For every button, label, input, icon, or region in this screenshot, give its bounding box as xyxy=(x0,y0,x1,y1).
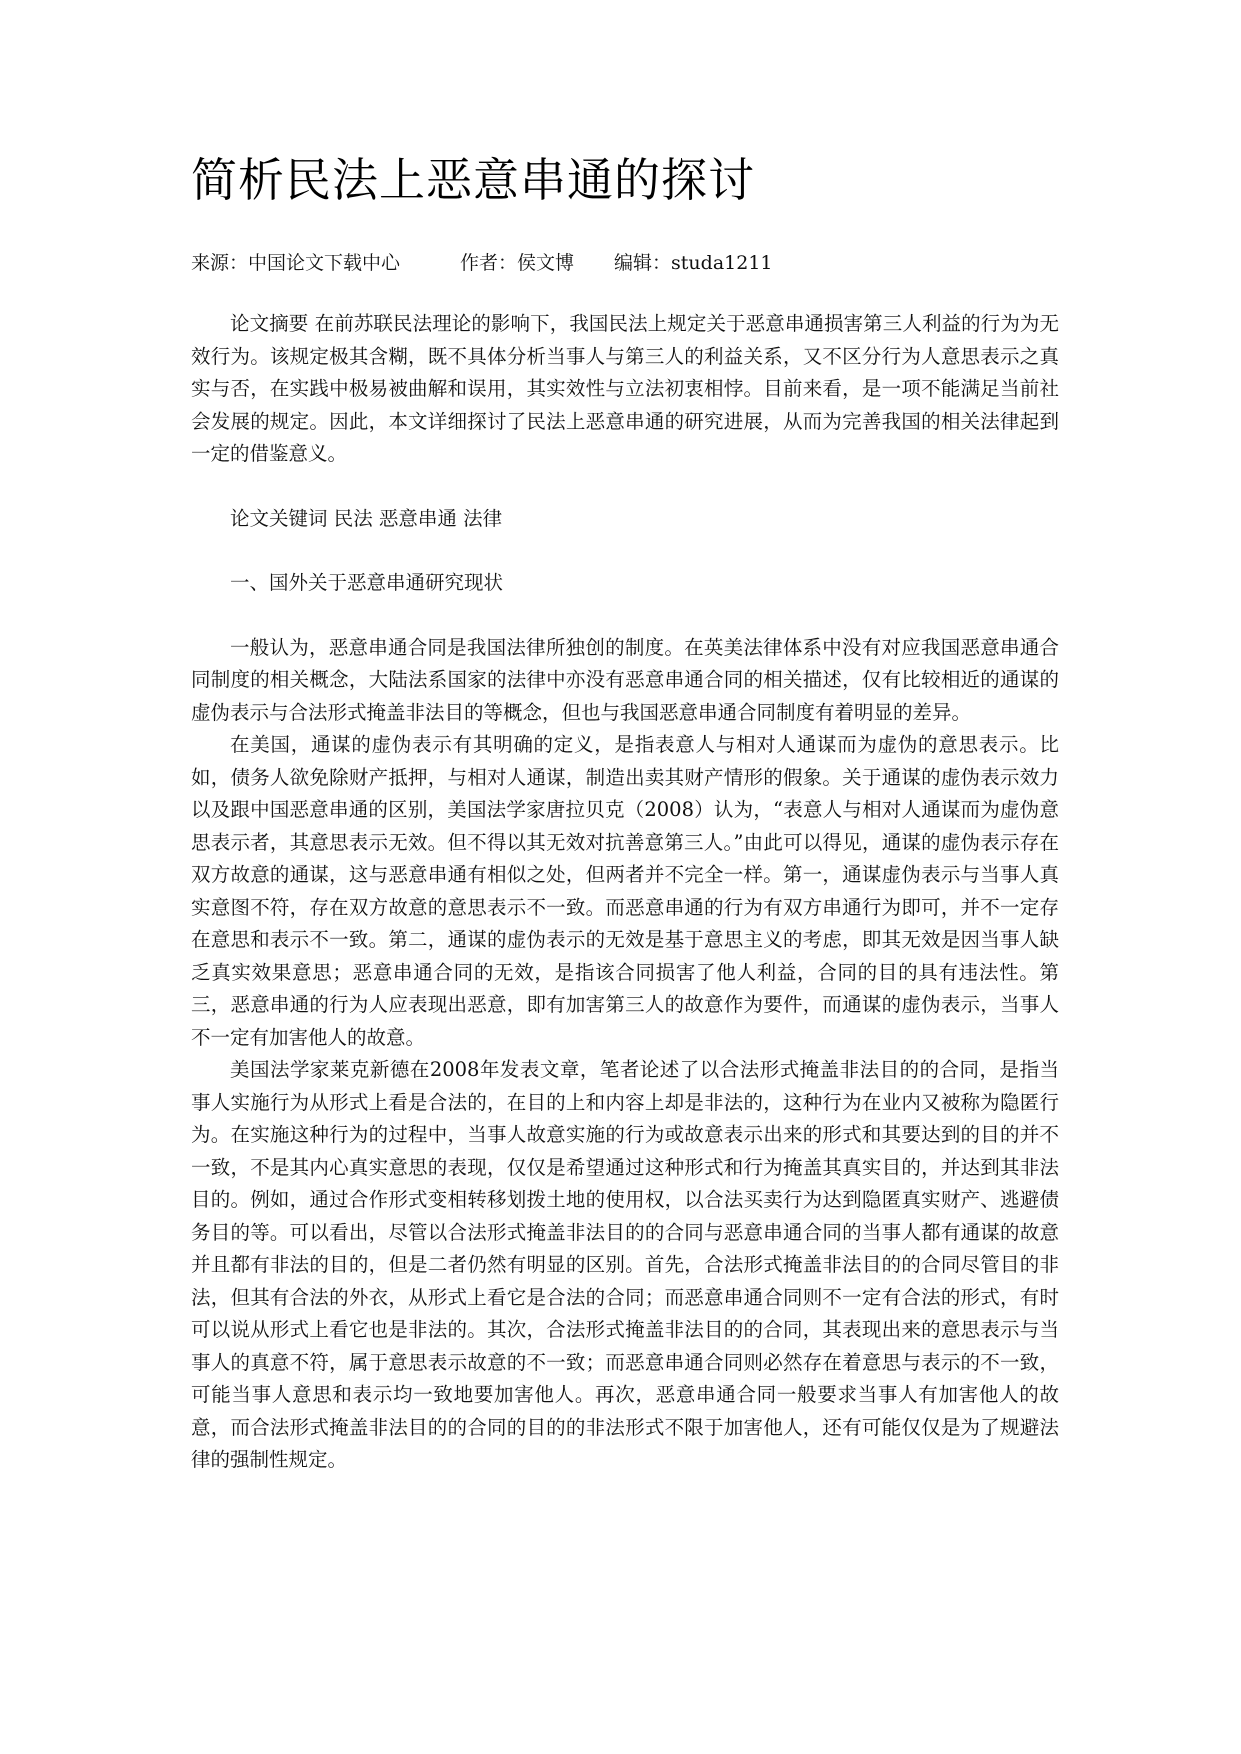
body-paragraph-3: 美国法学家莱克新德在2008年发表文章，笔者论述了以合法形式掩盖非法目的的合同，是指当事人实施行为从形式上看是合法的，在目的上和内容上却是非法的，这种行为在业内又被称为隐匿行为。在实施这种行为的过程中，当事人故意实施的行为或故意表示出来的形式和其要达到的目的并不一致，不是其内心真实意思的表现，仅仅是希望通过这种形式和行为掩盖其真实目的，并达到其非法目的。例如，通过合作形式变相转移划拨土地的使用权，以合法买卖行为达到隐匿真实财产、逃避债务目的等。可以看出，尽管以合法形式掩盖非法目的的合同与恶意串通合同的当事人都有通谋的故意并且都有非法的目的，但是二者仍然有明显的区别。首先，合法形式掩盖非法目的的合同尽管目的非法，但其有合法的外衣，从形式上看它是合法的合同；而恶意串通合同则不一定有合法的形式，有时可以说从形式上看它也是非法的。其次，合法形式掩盖非法目的的合同，其表现出来的意思表示与当事人的真意不符，属于意思表示故意的不一致；而恶意串通合同则必然存在着意思与表示的不一致，可能当事人意思和表示均一致地要加害他人。再次，恶意串通合同一般要求当事人有加害他人的故意，而合法形式掩盖非法目的的合同的目的的非法形式不限于加害他人，还有可能仅仅是为了规避法律的强制性规定。 xyxy=(191,1058,1059,1471)
editor-label: 编辑：studa1211 xyxy=(614,252,773,274)
section-heading: 一、国外关于恶意串通研究现状 xyxy=(230,571,504,594)
body-paragraph-2: 在美国，通谋的虚伪表示有其明确的定义，是指表意人与相对人通谋而为虚伪的意思表示。比如，债务人欲免除财产抵押，与相对人通谋，制造出卖其财产情形的假象。关于通谋的虚伪表示效力以及跟中国恶意串通的区别，美国法学家唐拉贝克（2008）认为，“表意人与相对人通谋而为虚伪意思表示者，其意思表示无效。但不得以其无效对抗善意第三人。”由此可以得见，通谋的虚伪表示存在双方故意的通谋，这与恶意串通有相似之处，但两者并不完全一样。第一，通谋虚伪表示与当事人真实意图不符，存在双方故意的意思表示不一致。而恶意串通的行为有双方串通行为即可，并不一定存在意思和表示不一致。第二，通谋的虚伪表示的无效是基于意思主义的考虑，即其无效是因当事人缺乏真实效果意思；恶意串通合同的无效，是指该合同损害了他人利益，合同的目的具有违法性。第三，恶意串通的行为人应表现出恶意，即有加害第三人的故意作为要件，而通谋的虚伪表示，当事人不一定有加害他人的故意。 xyxy=(191,733,1059,1049)
abstract-paragraph: 论文摘要 在前苏联民法理论的影响下，我国民法上规定关于恶意串通损害第三人利益的行为为无效行为。该规定极其含糊，既不具体分析当事人与第三人的利益关系，又不区分行为人意思表示之真实与否，在实践中极易被曲解和误用，其实效性与立法初衷相悖。目前来看，是一项不能满足当前社会发展的规定。因此，本文详细探讨了民法上恶意串通的研究进展，从而为完善我国的相关法律起到一定的借鉴意义。 xyxy=(191,312,1059,465)
author-label: 作者：侯文博 xyxy=(460,252,575,274)
keywords-paragraph: 论文关键词 民法 恶意串通 法律 xyxy=(230,506,503,530)
body-paragraph-1: 一般认为，恶意串通合同是我国法律所独创的制度。在英美法律体系中没有对应我国恶意串通合同制度的相关概念，大陆法系国家的法律中亦没有恶意串通合同的相关描述，仅有比较相近的通谋的虚伪表示与合法形式掩盖非法目的等概念，但也与我国恶意串通合同制度有着明显的差异。 xyxy=(191,635,1059,724)
document-meta xyxy=(191,248,1059,278)
document-title: 简析民法上恶意串通的探讨 xyxy=(191,153,755,207)
document-page xyxy=(191,150,1059,1477)
source-label: 来源：中国论文下载中心 xyxy=(191,252,401,274)
